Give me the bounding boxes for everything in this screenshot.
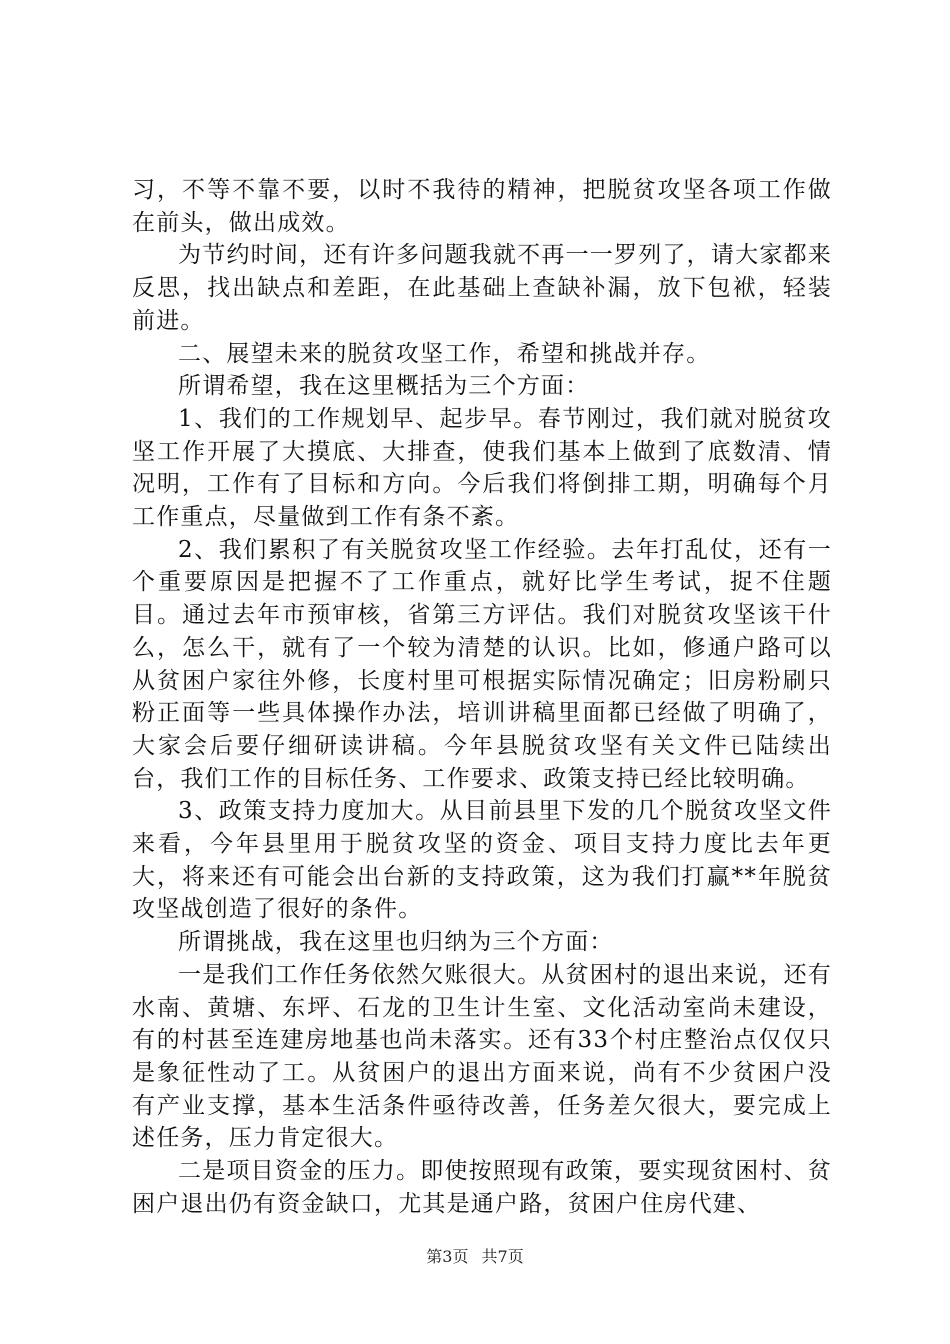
paragraph-1: 习，不等不靠不要，以时不我待的精神，把脱贫攻坚各项工作做在前头，做出成效。 <box>132 177 832 236</box>
paragraph-hope-intro: 所谓希望，我在这里概括为三个方面： <box>178 373 590 400</box>
paragraph-challenge-2: 二是项目资金的压力。即使按照现有政策，要实现贫困村、贫困户退出仍有资金缺口，尤其是通户路，贫困户住房代建、 <box>132 1158 832 1217</box>
page-footer <box>0 1244 950 1267</box>
paragraph-hope-2: 2、我们累积了有关脱贫攻坚工作经验。去年打乱仗，还有一个重要原因是把握不了工作重点，就好比学生考试，捉不住题目。通过去年市预审核，省第三方评估。我们对脱贫攻坚该干什么，怎么干，就有了一个较为清楚的认识。比如，修通户路可以从贫困户家往外修，长度村里可根据实际情况确定；旧房粉刷只粉正面等一些具体操作办法，培训讲稿里面都已经做了明确了，大家会后要仔细研读讲稿。今年县脱贫攻坚有关文件已陆续出台，我们工作的目标任务、工作要求、政策支持已经比较明确。 <box>132 536 832 792</box>
document-body <box>132 174 832 1221</box>
section-heading-2: 二、展望未来的脱贫攻坚工作，希望和挑战并存。 <box>178 340 711 367</box>
paragraph-challenge-1: 一是我们工作任务依然欠账很大。从贫困村的退出来说，还有水南、黄塘、东坪、石龙的卫生计生室、文化活动室尚未建设，有的村甚至连建房地基也尚未落实。还有33个村庄整治点仅仅只是象征性动了工。从贫困户的退出方面来说，尚有不少贫困户没有产业支撑，基本生活条件亟待改善，任务差欠很大，要完成上述任务，压力肯定很大。 <box>132 961 832 1152</box>
paragraph-2: 为节约时间，还有许多问题我就不再一一罗列了，请大家都来反思，找出缺点和差距，在此基础上查缺补漏，放下包袱，轻装前进。 <box>132 242 832 334</box>
paragraph-hope-3: 3、政策支持力度加大。从目前县里下发的几个脱贫攻坚文件来看，今年县里用于脱贫攻坚的资金、项目支持力度比去年更大，将来还有可能会出台新的支持政策，这为我们打赢**年脱贫攻坚战创造了很好的条件。 <box>132 798 832 923</box>
paragraph-hope-1: 1、我们的工作规划早、起步早。春节刚过，我们就对脱贫攻坚工作开展了大摸底、大排查，使我们基本上做到了底数清、情况明，工作有了目标和方向。今后我们将倒排工期，明确每个月工作重点，尽量做到工作有条不紊。 <box>132 405 832 531</box>
page-number: 第3页 <box>426 1247 469 1266</box>
paragraph-challenge-intro: 所谓挑战，我在这里也归纳为三个方面： <box>178 929 614 956</box>
page-total: 共7页 <box>481 1247 524 1266</box>
